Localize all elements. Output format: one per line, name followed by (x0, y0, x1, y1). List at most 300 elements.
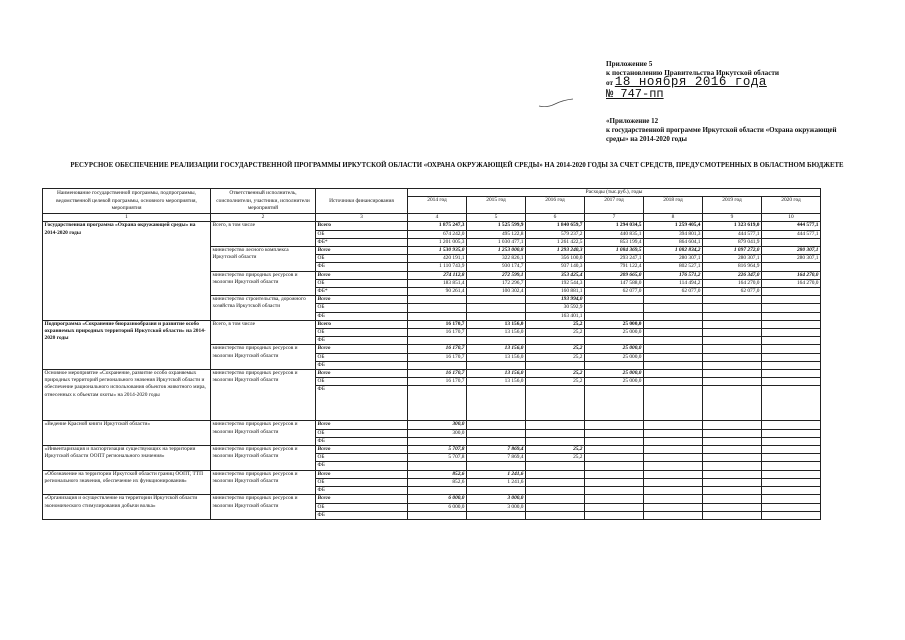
program-name-cell: «Ведение Красной книги Иркутской области» (43, 421, 211, 446)
value-cell: 274 112,8 (408, 271, 467, 279)
approval-line-1: Приложение 5 (606, 60, 653, 68)
value-cell: 1 323 619,0 (703, 222, 762, 230)
value-cell: 1 241,6 (467, 478, 526, 486)
value-cell (703, 370, 762, 378)
value-cell (762, 304, 821, 312)
value-cell (467, 437, 526, 445)
source-cell: Всего (316, 320, 408, 328)
program-name-cell: Основное мероприятие «Сохранение, развитие особо охраняемых природных территорий регионального значения Иркутской области и обеспечение рационального использования объектов животного мира, отнесенных к объектам охоты» на 2014-2020 годы (43, 370, 211, 421)
value-cell: 100 302,4 (467, 288, 526, 296)
value-cell: 6 000,0 (408, 495, 467, 503)
source-cell: Всего (316, 296, 408, 304)
value-cell: 1 294 034,5 (585, 222, 644, 230)
program-name-cell: «Инвентаризация и паспортизация существующих на территории Иркутской области ООПТ регионального значения» (43, 446, 211, 471)
value-cell: 1 084 369,5 (585, 247, 644, 255)
source-cell: ФБ* (316, 238, 408, 246)
column-number: 8 (644, 214, 703, 222)
table-row (43, 222, 821, 230)
value-cell (703, 304, 762, 312)
value-cell: 1 261 422,5 (526, 238, 585, 246)
value-cell: 62 077,0 (585, 288, 644, 296)
value-cell (703, 296, 762, 304)
value-cell (644, 495, 703, 503)
source-cell: ФБ (316, 312, 408, 320)
value-cell (526, 470, 585, 478)
value-cell: 852,6 (408, 470, 467, 478)
value-cell (762, 345, 821, 353)
source-cell: Всего (316, 470, 408, 478)
source-cell: ФБ (316, 361, 408, 369)
table-row (43, 370, 821, 378)
value-cell (703, 320, 762, 328)
value-cell: 353 425,4 (526, 271, 585, 279)
value-cell: 25,2 (526, 454, 585, 462)
column-number: 4 (408, 214, 467, 222)
program-name-cell: «Обозначение на территории Иркутской области границ ООПТ, ТТП регионального значения, обеспечение их функционирования» (43, 470, 211, 495)
column-numbers-row (43, 214, 821, 222)
value-cell (644, 312, 703, 320)
value-cell (762, 361, 821, 369)
value-cell (585, 503, 644, 511)
header-expenses: Расходы (тыс.руб.), годы (408, 189, 821, 197)
value-cell: 1 840 659,7 (526, 222, 585, 230)
value-cell (585, 437, 644, 445)
source-cell: ОБ (316, 503, 408, 511)
value-cell: 25,2 (526, 446, 585, 454)
table-row (43, 421, 821, 429)
value-cell (408, 296, 467, 304)
value-cell (762, 470, 821, 478)
value-cell (585, 296, 644, 304)
value-cell (467, 296, 526, 304)
program-name-cell: Государственная программа «Охрана окружающей среды» на 2014-2020 годы (43, 222, 211, 320)
source-cell: ФБ (316, 386, 408, 421)
value-cell (408, 437, 467, 445)
column-number: 1 (43, 214, 211, 222)
value-cell (585, 446, 644, 454)
value-cell (762, 370, 821, 378)
value-cell: 674 242,0 (408, 230, 467, 238)
source-cell: Всего (316, 446, 408, 454)
value-cell (467, 421, 526, 429)
value-cell (585, 487, 644, 495)
executor-cell: министерство природных ресурсов и экологии Иркутской области (211, 446, 316, 471)
value-cell: 16 170,7 (408, 329, 467, 337)
source-cell: ФБ* (316, 288, 408, 296)
value-cell: 1 030 477,1 (467, 238, 526, 246)
column-number: 10 (762, 214, 821, 222)
executor-cell: Всего, в том числе (211, 222, 316, 247)
source-cell: Всего (316, 370, 408, 378)
value-cell: 300,0 (408, 429, 467, 437)
column-number: 9 (703, 214, 762, 222)
value-cell: 13 156,0 (467, 345, 526, 353)
executor-cell: министерство строительства, дорожного хозяйства Иркутской области (211, 296, 316, 321)
value-cell (703, 337, 762, 345)
value-cell: 791 122,4 (585, 263, 644, 271)
value-cell: 164 270,0 (762, 271, 821, 279)
value-cell: 280 307,1 (703, 255, 762, 263)
column-number: 3 (316, 214, 408, 222)
value-cell: 25,2 (526, 378, 585, 386)
value-cell: 1 241,6 (467, 470, 526, 478)
value-cell: 864 604,1 (644, 238, 703, 246)
value-cell (644, 429, 703, 437)
source-cell: ОБ (316, 255, 408, 263)
value-cell: 13 156,0 (467, 370, 526, 378)
value-cell (644, 296, 703, 304)
value-cell (526, 511, 585, 519)
value-cell: 160 881,1 (526, 288, 585, 296)
value-cell (762, 263, 821, 271)
executor-cell: министерство лесного комплекса Иркутской области (211, 247, 316, 272)
value-cell (585, 304, 644, 312)
value-cell (762, 296, 821, 304)
value-cell (762, 478, 821, 486)
approval-stamp (606, 60, 856, 99)
value-cell: 356 100,0 (526, 255, 585, 263)
value-cell: 226 347,0 (703, 271, 762, 279)
value-cell (467, 487, 526, 495)
value-cell: 25 000,0 (585, 370, 644, 378)
value-cell: 25,2 (526, 345, 585, 353)
value-cell (526, 478, 585, 486)
header-year: 2020 год (762, 197, 821, 214)
header-year: 2019 год (703, 197, 762, 214)
value-cell (644, 386, 703, 421)
value-cell (526, 386, 585, 421)
value-cell: 5 707,8 (408, 446, 467, 454)
value-cell (644, 511, 703, 519)
value-cell (644, 454, 703, 462)
header-year: 2016 год (526, 197, 585, 214)
value-cell (585, 478, 644, 486)
value-cell (526, 487, 585, 495)
value-cell: 16 170,7 (408, 345, 467, 353)
value-cell: 816 964,9 (703, 263, 762, 271)
value-cell (703, 487, 762, 495)
source-cell: Всего (316, 247, 408, 255)
value-cell (408, 386, 467, 421)
value-cell: 1 875 247,3 (408, 222, 467, 230)
value-cell: 13 156,0 (467, 329, 526, 337)
value-cell: 280 307,1 (762, 247, 821, 255)
value-cell (585, 361, 644, 369)
value-cell (408, 511, 467, 519)
table-row (43, 470, 821, 478)
value-cell: 209 665,0 (585, 271, 644, 279)
value-cell (703, 345, 762, 353)
source-cell: ОБ (316, 230, 408, 238)
value-cell: 62 077,0 (644, 288, 703, 296)
value-cell (762, 312, 821, 320)
value-cell (467, 337, 526, 345)
value-cell (762, 288, 821, 296)
value-cell (585, 429, 644, 437)
value-cell: 25 000,0 (585, 320, 644, 328)
value-cell (644, 304, 703, 312)
value-cell: 164 270,0 (762, 279, 821, 287)
value-cell (408, 462, 467, 470)
value-cell (585, 454, 644, 462)
source-cell: Всего (316, 495, 408, 503)
value-cell: 1 530 935,0 (408, 247, 467, 255)
value-cell (703, 329, 762, 337)
value-cell (585, 470, 644, 478)
header-name: Наименование государственной программы, подпрограммы, ведомственной целевой программы, основного мероприятия, мероприятия (43, 189, 211, 214)
approval-number-line (606, 86, 856, 101)
value-cell (762, 487, 821, 495)
value-cell: 495 122,8 (467, 230, 526, 238)
value-cell: 16 170,7 (408, 353, 467, 361)
value-cell (703, 462, 762, 470)
header-source: Источники финансирования (316, 189, 408, 214)
value-cell (644, 353, 703, 361)
appendix-line-1: «Приложение 12 (606, 117, 659, 125)
value-cell (762, 329, 821, 337)
value-cell (644, 378, 703, 386)
value-cell: 440 835,1 (585, 230, 644, 238)
value-cell: 25 000,0 (585, 353, 644, 361)
value-cell: 90 261,4 (408, 288, 467, 296)
value-cell: 114 494,2 (644, 279, 703, 287)
value-cell (644, 329, 703, 337)
value-cell (703, 378, 762, 386)
column-number: 6 (526, 214, 585, 222)
value-cell: 7 869,4 (467, 454, 526, 462)
value-cell (644, 320, 703, 328)
value-cell (703, 454, 762, 462)
value-cell (644, 361, 703, 369)
value-cell: 853 199,4 (585, 238, 644, 246)
value-cell (644, 446, 703, 454)
value-cell (526, 421, 585, 429)
value-cell: 25,2 (526, 370, 585, 378)
value-cell (762, 421, 821, 429)
source-cell: ОБ (316, 353, 408, 361)
value-cell (644, 478, 703, 486)
value-cell (526, 437, 585, 445)
source-cell: Всего (316, 222, 408, 230)
value-cell: 13 156,0 (467, 378, 526, 386)
value-cell (526, 495, 585, 503)
value-cell (408, 337, 467, 345)
source-cell: ОБ (316, 378, 408, 386)
value-cell: 280 307,1 (762, 255, 821, 263)
executor-cell: министерство природных ресурсов и экологии Иркутской области (211, 345, 316, 370)
signature-mark (537, 96, 577, 110)
source-cell: ФБ (316, 487, 408, 495)
value-cell (644, 503, 703, 511)
value-cell: 30 592,9 (526, 304, 585, 312)
value-cell (467, 361, 526, 369)
executor-cell: министерство природных ресурсов и экологии Иркутской области (211, 495, 316, 520)
executor-cell: министерство природных ресурсов и экологии Иркутской области (211, 470, 316, 495)
value-cell (526, 337, 585, 345)
value-cell: 13 156,0 (467, 320, 526, 328)
value-cell: 879 041,9 (703, 238, 762, 246)
value-cell (585, 511, 644, 519)
value-cell: 802 527,1 (644, 263, 703, 271)
approval-number: № 747-пп (606, 86, 664, 101)
resource-table (42, 188, 821, 520)
source-cell: Всего (316, 271, 408, 279)
value-cell (762, 320, 821, 328)
value-cell: 300,0 (408, 421, 467, 429)
value-cell: 183 851,4 (408, 279, 467, 287)
value-cell (703, 361, 762, 369)
value-cell (467, 462, 526, 470)
value-cell (467, 386, 526, 421)
value-cell: 13 156,0 (467, 353, 526, 361)
value-cell: 293 247,1 (585, 255, 644, 263)
value-cell (703, 495, 762, 503)
value-cell: 25 000,0 (585, 345, 644, 353)
source-cell: ОБ (316, 279, 408, 287)
value-cell: 937 140,3 (526, 263, 585, 271)
value-cell: 147 588,0 (585, 279, 644, 287)
source-cell: ФБ (316, 511, 408, 519)
value-cell: 25 000,0 (585, 329, 644, 337)
value-cell: 420 191,1 (408, 255, 467, 263)
value-cell: 25,2 (526, 320, 585, 328)
value-cell (467, 429, 526, 437)
value-cell (703, 353, 762, 361)
source-cell: ОБ (316, 329, 408, 337)
value-cell: 1 253 000,8 (467, 247, 526, 255)
value-cell (585, 462, 644, 470)
value-cell: 25 000,0 (585, 378, 644, 386)
value-cell (762, 353, 821, 361)
value-cell (644, 487, 703, 495)
appendix-line-2: к государственной программе Иркутской области «Охрана окружающей среды» на 2014-2020 годы (606, 126, 837, 144)
value-cell: 1 293 240,3 (526, 247, 585, 255)
column-number: 5 (467, 214, 526, 222)
value-cell: 62 077,0 (703, 288, 762, 296)
source-cell: Всего (316, 345, 408, 353)
value-cell (585, 421, 644, 429)
value-cell (762, 337, 821, 345)
column-number: 7 (585, 214, 644, 222)
value-cell (703, 421, 762, 429)
value-cell: 25,2 (526, 353, 585, 361)
source-cell: ОБ (316, 454, 408, 462)
value-cell (526, 429, 585, 437)
source-cell: Всего (316, 421, 408, 429)
value-cell: 6 000,0 (408, 503, 467, 511)
value-cell (703, 503, 762, 511)
value-cell (762, 511, 821, 519)
source-cell: ОБ (316, 304, 408, 312)
value-cell (408, 487, 467, 495)
value-cell: 444 577,1 (762, 222, 821, 230)
source-cell: ОБ (316, 429, 408, 437)
value-cell (644, 345, 703, 353)
value-cell (703, 478, 762, 486)
appendix-note (606, 117, 856, 145)
header-year: 2015 год (467, 197, 526, 214)
value-cell: 3 000,0 (467, 495, 526, 503)
value-cell (467, 312, 526, 320)
source-cell: ФБ (316, 337, 408, 345)
value-cell (408, 361, 467, 369)
source-cell: ОБ (316, 478, 408, 486)
value-cell (703, 446, 762, 454)
value-cell (703, 312, 762, 320)
value-cell (644, 421, 703, 429)
value-cell (762, 454, 821, 462)
value-cell (644, 337, 703, 345)
document-title: РЕСУРСНОЕ ОБЕСПЕЧЕНИЕ РЕАЛИЗАЦИИ ГОСУДАРСТВЕННОЙ ПРОГРАММЫ ИРКУТСКОЙ ОБЛАСТИ «ОХРАНА ОКРУЖАЮЩЕЙ СРЕДЫ» НА 2014-2020 ГОДЫ ЗА СЧЕТ СРЕДСТВ, ПРЕДУСМОТРЕННЫХ В ОБЛАСТНОМ БЮДЖЕТЕ (70, 162, 844, 169)
value-cell (762, 462, 821, 470)
value-cell: 176 571,2 (644, 271, 703, 279)
value-cell (526, 361, 585, 369)
value-cell: 444 577,1 (703, 230, 762, 238)
program-name-cell: Подпрограмма «Сохранение биоразнообразия и развитие особо охраняемых природных территорий Иркутской области» на 2014-2020 годы (43, 320, 211, 369)
value-cell: 3 000,0 (467, 503, 526, 511)
value-cell: 25,2 (526, 329, 585, 337)
approval-date: 18 ноября 2016 года (614, 75, 767, 90)
approval-line-2: к постановлению Правительства Иркутской области (606, 69, 780, 78)
value-cell: 16 170,7 (408, 320, 467, 328)
source-cell: ФБ (316, 462, 408, 470)
value-cell: 930 174,7 (467, 263, 526, 271)
table-row (43, 320, 821, 328)
table-row (43, 495, 821, 503)
value-cell (762, 378, 821, 386)
value-cell: 193 994,0 (526, 296, 585, 304)
value-cell: 172 296,7 (467, 279, 526, 287)
program-name-cell: «Организация и осуществление на территории Иркутской области экономического стимулирования добычи волка» (43, 495, 211, 520)
value-cell: 322 826,1 (467, 255, 526, 263)
value-cell (762, 437, 821, 445)
value-cell: 1 110 743,9 (408, 263, 467, 271)
value-cell: 16 170,7 (408, 370, 467, 378)
value-cell (703, 511, 762, 519)
header-year: 2018 год (644, 197, 703, 214)
value-cell (762, 238, 821, 246)
executor-cell: министерство природных ресурсов и экологии Иркутской области (211, 370, 316, 421)
value-cell: 852,6 (408, 478, 467, 486)
value-cell (762, 446, 821, 454)
value-cell (585, 337, 644, 345)
value-cell: 164 270,0 (703, 279, 762, 287)
source-cell: ФБ (316, 437, 408, 445)
value-cell: 5 707,8 (408, 454, 467, 462)
value-cell (526, 503, 585, 511)
value-cell: 1 259 405,4 (644, 222, 703, 230)
value-cell: 272 599,1 (467, 271, 526, 279)
value-cell (703, 437, 762, 445)
value-cell (467, 511, 526, 519)
header-row (43, 189, 821, 197)
table-row (43, 446, 821, 454)
header-executor: Ответственный исполнитель, соисполнители, участники, исполнители мероприятий (211, 189, 316, 214)
value-cell: 579 237,2 (526, 230, 585, 238)
value-cell (526, 462, 585, 470)
value-cell (762, 503, 821, 511)
header-year: 2017 год (585, 197, 644, 214)
value-cell (585, 495, 644, 503)
value-cell (762, 495, 821, 503)
value-cell (703, 429, 762, 437)
executor-cell: Всего, в том числе (211, 320, 316, 345)
executor-cell: министерство природных ресурсов и экологии Иркутской области (211, 271, 316, 296)
value-cell (703, 470, 762, 478)
value-cell: 444 577,1 (762, 230, 821, 238)
value-cell (762, 386, 821, 421)
column-number: 2 (211, 214, 316, 222)
